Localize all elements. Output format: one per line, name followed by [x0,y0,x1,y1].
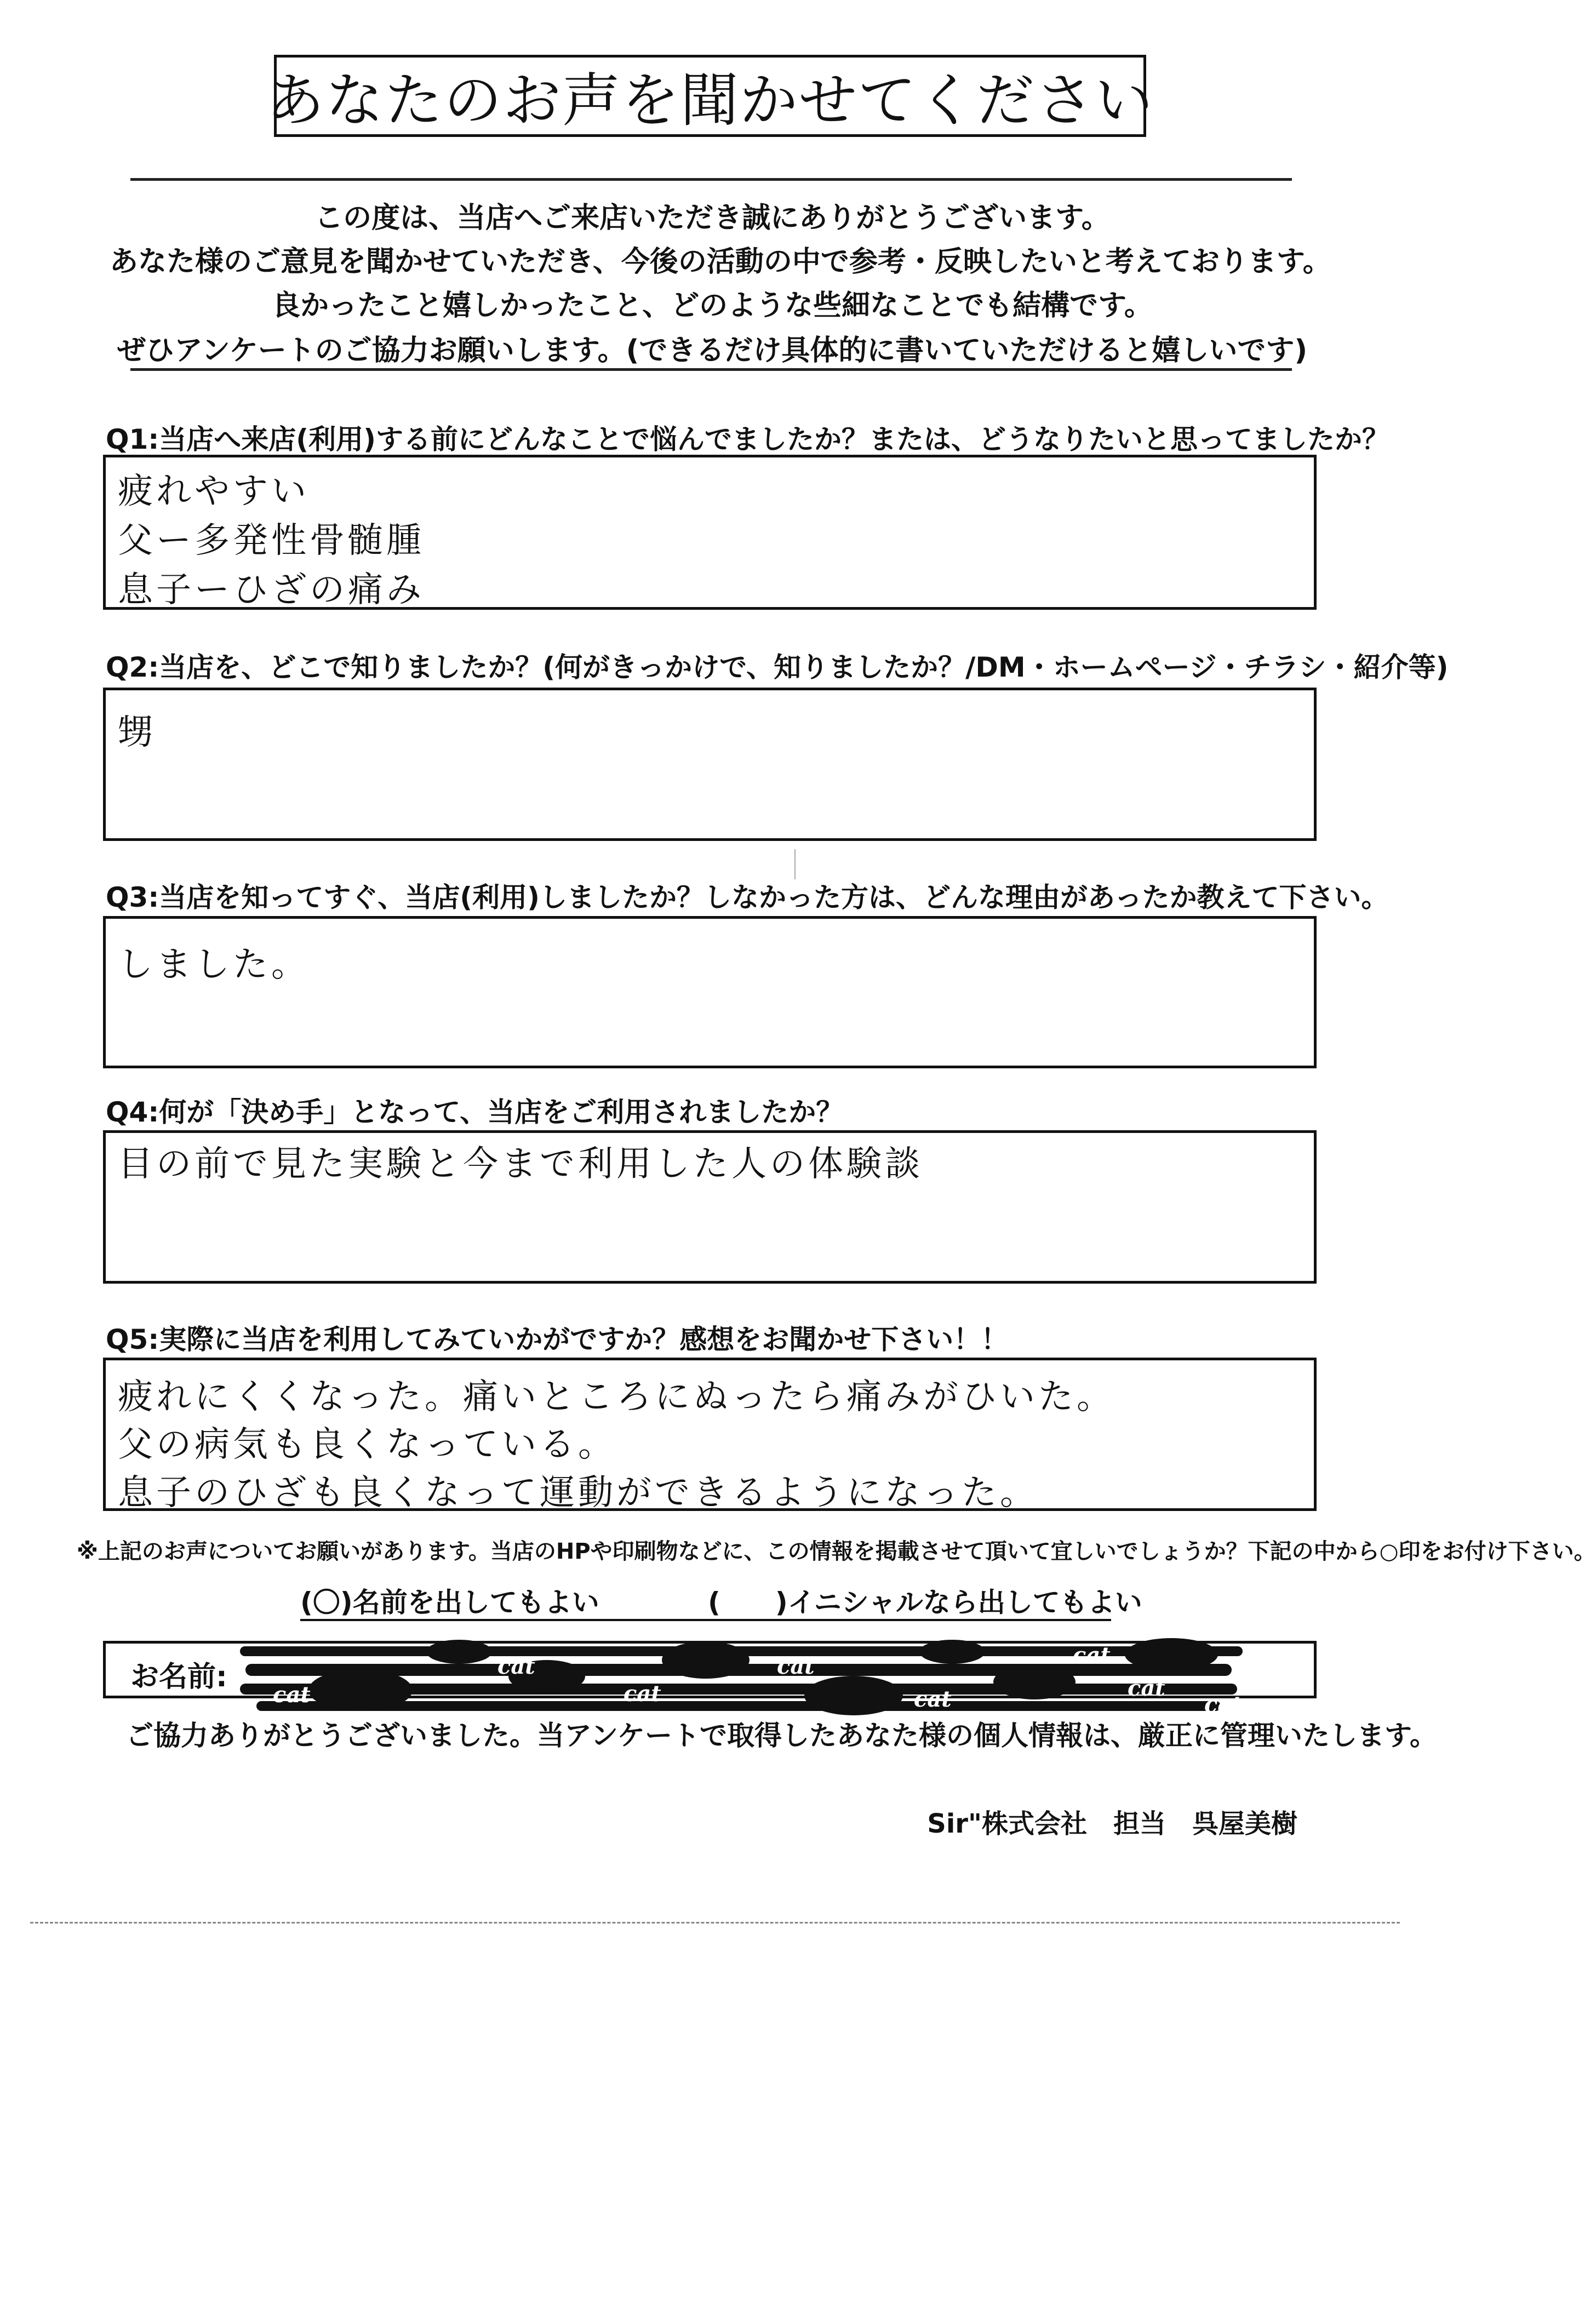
choice-initials-ok-label: ( )イニシャルなら出してもよい [708,1587,1142,1618]
redaction-word-8: cat [1204,1692,1242,1718]
answer-1-line-2: 父ー多発性骨髄腫 [118,520,425,561]
choice-name-ok[interactable] [300,1581,599,1620]
answer-4-line-1: 目の前で見た実験と今まで利用した人の体験談 [118,1144,923,1184]
question-5-label: Q5:実際に当店を利用してみていかがですか？感想をお聞かせ下さい！！ [106,1324,1009,1355]
choice-name-ok-label: (〇)名前を出してもよい [300,1587,599,1618]
answer-1-line-1: 疲れやすい [118,471,310,512]
answer-5-line-2: 父の病気も良くなっている。 [118,1424,616,1465]
question-3-label: Q3:当店を知ってすぐ、当店(利用)しましたか？しなかった方は、どんな理由があったか教えて下さい。 [106,882,1389,913]
survey-title [266,55,1154,137]
question-2-label: Q2:当店を、どこで知りましたか？(何がきっかけで、知りましたか？/DM・ホームページ・チラシ・紹介等) [106,651,1449,683]
redaction-word-5: cat [914,1686,952,1712]
top-rule [130,178,1292,181]
permission-notice: ※上記のお声についてお願いがあります。当店のHPや印刷物などに、この情報を掲載させて頂いて宜しいでしょうか？下記の中から○印をお付け下さい。 [77,1539,1596,1564]
answer-1-line-3: 息子ーひざの痛み [118,570,425,610]
answer-5-line-1: 疲れにくくなった。痛いところにぬったら痛みがひいた。 [118,1377,1115,1417]
redaction-word-3: cat [623,1681,661,1707]
choice-initials-ok[interactable] [708,1581,1142,1620]
name-label: お名前: [130,1661,227,1693]
redaction-word-2: cat [497,1653,535,1679]
intro-bottom-rule [130,368,1292,371]
question-1-answer-box[interactable] [103,455,1317,610]
intro-line-1: この度は、当店へご来店いただき誠にありがとうございます。 [314,202,1110,234]
name-field[interactable] [103,1641,1317,1718]
intro-line-2: あなた様のご意見を聞かせていただき、今後の活動の中で参考・反映したいと考えております。 [110,245,1331,278]
question-2-answer-box[interactable] [103,688,1317,841]
question-4-answer-box[interactable] [103,1130,1317,1284]
scan-mark [794,849,796,879]
redaction-word-4: cat [777,1653,815,1679]
question-5-answer-box[interactable] [103,1358,1317,1511]
intro-line-3: 良かったこと嬉しかったこと、どのような些細なことでも結構です。 [272,289,1153,322]
redaction-word-7: cat [1128,1675,1165,1701]
answer-2-line-1: 甥 [118,712,156,753]
answer-3-line-1: しました。 [118,945,310,985]
redaction-word-1: cat [273,1682,311,1708]
survey-title-text: あなたのお声を聞かせてください [266,67,1154,134]
answer-5-line-3: 息子のひざも良くなって運動ができるようになった。 [118,1473,1038,1513]
cut-line [30,1922,1400,1924]
intro-line-4: ぜひアンケートのご協力お願いします。(できるだけ具体的に書いていただけると嬉しいです) [117,334,1308,367]
closing-message: ご協力ありがとうございました。当アンケートで取得したあなた様の個人情報は、厳正に管理いたします。 [126,1720,1437,1751]
company-signature: Sir"株式会社 担当 呉屋美樹 [927,1808,1297,1839]
question-4-label: Q4:何が「決め手」となって、当店をご利用されましたか？ [106,1096,844,1128]
question-3-answer-box[interactable] [103,916,1317,1068]
redaction-scribble [240,1630,1243,1723]
question-1-label: Q1:当店へ来店(利用)する前にどんなことで悩んでましたか？または、どうなりたいと思ってましたか？ [106,423,1389,455]
choice-underline [300,1619,1111,1621]
redaction-word-6: cat [1073,1642,1111,1668]
